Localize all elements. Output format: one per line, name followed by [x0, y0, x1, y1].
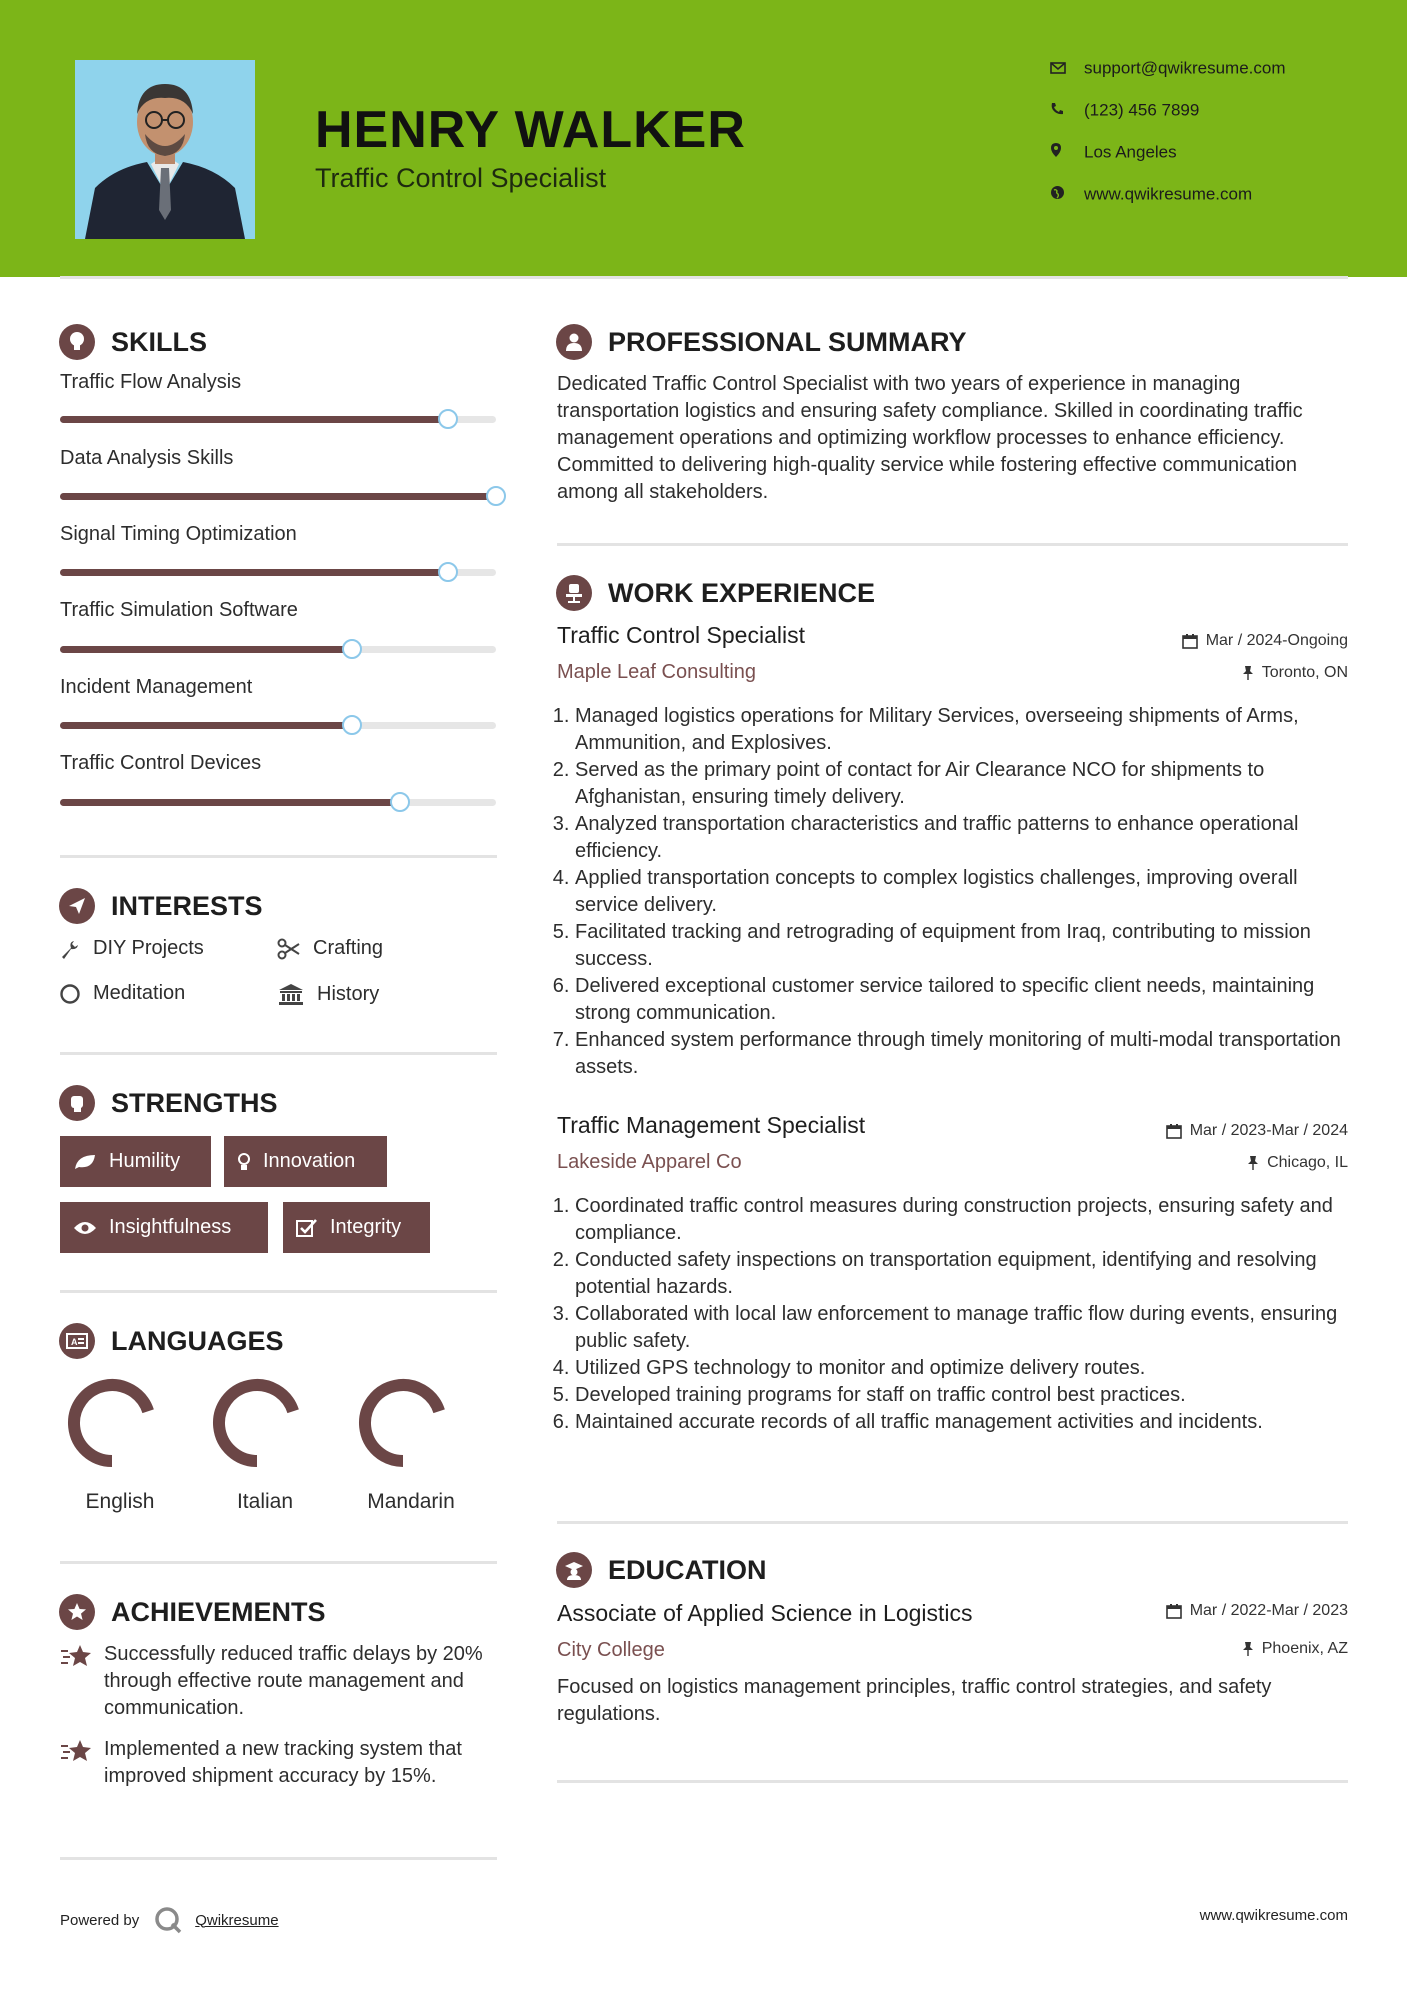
section-divider — [60, 1290, 497, 1293]
skill-bar-fill — [60, 646, 352, 653]
job-location: Toronto, ON — [1242, 664, 1348, 682]
job-dates: Mar / 2024-Ongoing — [1182, 632, 1348, 650]
duty-item: 3. Analyzed transportation characteristics and traffic patterns to enhance operational efficiency. — [575, 811, 1365, 865]
calendar-icon — [1166, 1603, 1182, 1619]
language-label: Mandarin — [367, 1490, 455, 1513]
contact-location: Los Angeles — [1050, 142, 1177, 163]
education-degree: Associate of Applied Science in Logistics — [557, 1600, 973, 1626]
strength-tag: Integrity — [283, 1202, 430, 1253]
contact-phone[interactable]: (123) 456 7899 — [1050, 100, 1199, 121]
calendar-icon — [1182, 633, 1198, 649]
scissors-icon — [277, 938, 301, 960]
bank-icon — [277, 982, 305, 1006]
section-divider — [60, 1052, 497, 1055]
leaf-icon — [73, 1153, 97, 1171]
pushpin-icon — [1247, 1155, 1259, 1171]
job-duties — [557, 703, 1365, 1081]
interest-item: DIY Projects — [59, 937, 204, 960]
interests-heading: INTERESTS — [59, 888, 263, 924]
circle-icon — [59, 983, 81, 1005]
strength-tag: Innovation — [224, 1136, 387, 1187]
strengths-heading: STRENGTHS — [59, 1085, 278, 1121]
section-divider — [557, 1780, 1348, 1783]
job-company: Lakeside Apparel Co — [557, 1151, 742, 1173]
paper-plane-icon — [59, 888, 95, 924]
skill-label: Data Analysis Skills — [60, 447, 234, 469]
footer-website[interactable]: www.qwikresume.com — [1199, 1907, 1348, 1924]
section-divider — [60, 1857, 497, 1860]
footer-powered-by: Powered by Qwikresume — [60, 1905, 279, 1935]
header-divider — [60, 276, 1348, 279]
skill-bar-knob — [342, 639, 362, 659]
education-school: City College — [557, 1639, 665, 1661]
skill-bar — [60, 722, 496, 729]
interest-item: Meditation — [59, 982, 185, 1005]
phone-icon — [1050, 101, 1068, 121]
star-icon — [60, 1738, 94, 1764]
language-gauge — [355, 1375, 451, 1471]
contact-email[interactable]: support@qwikresume.com — [1050, 58, 1286, 79]
profile-photo — [75, 60, 255, 239]
education-dates: Mar / 2022-Mar / 2023 — [1166, 1602, 1348, 1620]
education-heading: EDUCATION — [556, 1552, 767, 1588]
skill-bar — [60, 569, 496, 576]
skill-bar — [60, 493, 496, 500]
skill-bar — [60, 646, 496, 653]
language-gauge — [209, 1375, 305, 1471]
qwikresume-link[interactable]: Qwikresume — [195, 1911, 279, 1929]
languages-heading: A LANGUAGES — [59, 1323, 284, 1359]
skill-bar-knob — [486, 486, 506, 506]
job-company: Maple Leaf Consulting — [557, 661, 757, 683]
skill-bar-knob — [342, 715, 362, 735]
summary-heading: PROFESSIONAL SUMMARY — [556, 324, 967, 360]
skill-bar-knob — [438, 409, 458, 429]
skill-label: Traffic Flow Analysis — [60, 371, 242, 393]
calendar-icon — [1166, 1123, 1182, 1139]
job-location: Chicago, IL — [1247, 1154, 1348, 1172]
section-divider — [557, 543, 1348, 546]
interest-item: Crafting — [277, 937, 383, 960]
skill-label: Incident Management — [60, 676, 253, 698]
pushpin-icon — [1242, 665, 1254, 681]
duty-item: 3. Collaborated with local law enforcement to manage traffic flow during events, ensuring public safety. — [575, 1301, 1365, 1355]
duty-item: 7. Enhanced system performance through timely monitoring of multi-modal transportation assets. — [575, 1027, 1365, 1081]
envelope-icon — [1050, 59, 1068, 79]
language-label: English — [85, 1490, 155, 1513]
star-badge-icon — [59, 1594, 95, 1630]
section-divider — [60, 855, 497, 858]
skill-bar-fill — [60, 493, 496, 500]
skill-bar-fill — [60, 799, 400, 806]
strength-tag: Insightfulness — [60, 1202, 268, 1253]
duty-item: 1. Managed logistics operations for Military Services, overseeing shipments of Arms, Ammunition, and Explosives. — [575, 703, 1365, 757]
wrench-icon — [59, 938, 81, 960]
graduate-icon — [556, 1552, 592, 1588]
achievement-item: Successfully reduced traffic delays by 20% through effective route management and communication. — [60, 1641, 500, 1722]
office-chair-icon — [556, 575, 592, 611]
skill-label: Traffic Control Devices — [60, 752, 262, 774]
achievements-heading: ACHIEVEMENTS — [59, 1594, 326, 1630]
duty-item: 2. Served as the primary point of contact for Air Clearance NCO for shipments to Afghanistan, ensuring timely delivery. — [575, 757, 1365, 811]
section-divider — [60, 1561, 497, 1564]
duty-item: 2. Conducted safety inspections on transportation equipment, identifying and resolving potential hazards. — [575, 1247, 1365, 1301]
lightbulb-icon — [237, 1152, 251, 1172]
skill-label: Traffic Simulation Software — [60, 599, 298, 621]
job-title: Traffic Control Specialist — [557, 622, 805, 648]
candidate-name: HENRY WALKER — [315, 101, 746, 159]
header-banner — [0, 0, 1407, 277]
job-duties — [557, 1193, 1365, 1436]
globe-icon — [1050, 185, 1068, 205]
skill-bar-knob — [390, 792, 410, 812]
user-icon — [556, 324, 592, 360]
skill-label: Signal Timing Optimization — [60, 523, 297, 545]
interest-item: History — [277, 982, 379, 1006]
skill-bar — [60, 416, 496, 423]
skill-bar-fill — [60, 569, 448, 576]
pushpin-icon — [1242, 1641, 1254, 1657]
star-icon — [60, 1643, 94, 1669]
lightbulb-icon — [59, 324, 95, 360]
duty-item: 4. Utilized GPS technology to monitor and optimize delivery routes. — [575, 1355, 1365, 1382]
achievement-item: Implemented a new tracking system that improved shipment accuracy by 15%. — [60, 1736, 500, 1790]
language-gauge — [64, 1375, 160, 1471]
eye-icon — [73, 1220, 97, 1236]
map-pin-icon — [1050, 142, 1068, 163]
skill-bar-fill — [60, 416, 448, 423]
section-divider — [557, 1521, 1348, 1524]
skill-bar-knob — [438, 562, 458, 582]
fist-icon — [59, 1085, 95, 1121]
job-dates: Mar / 2023-Mar / 2024 — [1166, 1122, 1348, 1140]
contact-website[interactable]: www.qwikresume.com — [1050, 184, 1252, 205]
checkbox-icon — [296, 1218, 318, 1238]
summary-text: Dedicated Traffic Control Specialist with two years of experience in managing transportation logistics and ensuring safety compliance. Skilled in coordinating traffic management operations and optimizing workflow processes to enhance efficiency. Committed to delivering high-quality service while fostering effective communication among all stakeholders. — [557, 373, 1303, 503]
duty-item: 1. Coordinated traffic control measures during construction projects, ensuring safety and compliance. — [575, 1193, 1365, 1247]
language-label: Italian — [236, 1490, 294, 1513]
duty-item: 4. Applied transportation concepts to complex logistics challenges, improving overall service delivery. — [575, 865, 1365, 919]
language-icon — [59, 1323, 95, 1359]
skill-bar — [60, 799, 496, 806]
duty-item: 5. Facilitated tracking and retrograding of equipment from Iraq, contributing to mission success. — [575, 919, 1365, 973]
education-location: Phoenix, AZ — [1242, 1640, 1348, 1658]
strength-tag: Humility — [60, 1136, 211, 1187]
duty-item: 5. Developed training programs for staff on traffic control best practices. — [575, 1382, 1365, 1409]
experience-heading: WORK EXPERIENCE — [556, 575, 875, 611]
candidate-title: Traffic Control Specialist — [315, 163, 607, 193]
duty-item: 6. Delivered exceptional customer service tailored to specific client needs, maintaining strong communication. — [575, 973, 1365, 1027]
qwikresume-logo-icon — [153, 1905, 183, 1935]
svg-text:A: A — [71, 1337, 78, 1347]
duty-item: 6. Maintained accurate records of all traffic management activities and incidents. — [575, 1409, 1365, 1436]
skill-bar-fill — [60, 722, 352, 729]
skills-heading: SKILLS — [59, 324, 207, 360]
job-title: Traffic Management Specialist — [557, 1112, 866, 1138]
education-description: Focused on logistics management principles, traffic control strategies, and safety regulations. — [557, 1676, 1272, 1725]
